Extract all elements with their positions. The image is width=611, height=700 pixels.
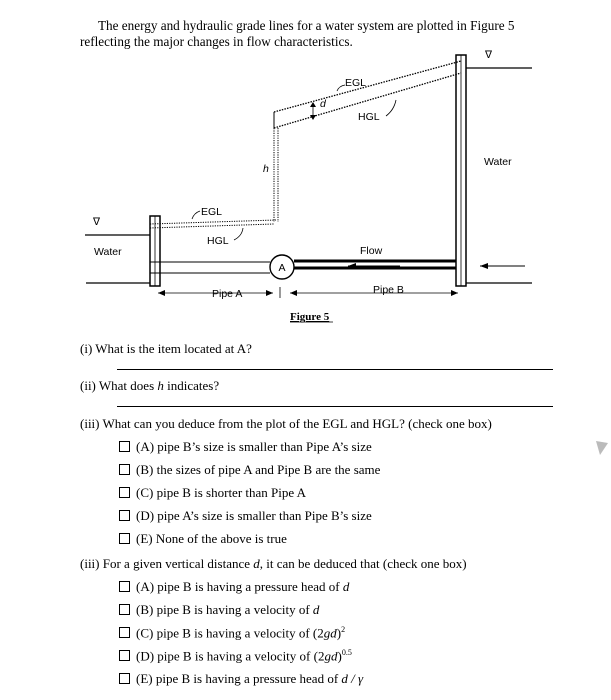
pipe-a (150, 262, 270, 273)
egl-top-label: EGL (345, 77, 367, 89)
water-left-label: Water (94, 246, 122, 258)
question-4: (iii) For a given vertical distance d, it can be deduced that (check one box) (80, 556, 467, 571)
q3-option-d[interactable]: (D) pipe A’s size is smaller than Pipe B’s size (119, 508, 372, 524)
hgl-top-label: HGL (358, 111, 380, 123)
pipe-b (294, 261, 456, 268)
question-2-var: h (157, 378, 164, 393)
q4-option-b[interactable]: (B) pipe B is having a velocity of d (119, 602, 319, 618)
q4-checkbox-d[interactable] (119, 650, 130, 661)
right-egl-line (274, 61, 461, 112)
question-3: (iii) What can you deduce from the plot of the EGL and HGL? (check one box) (80, 416, 492, 431)
hgl-left-label: HGL (207, 235, 229, 247)
q4-option-e[interactable]: (E) pipe B is having a pressure head of d / γ (119, 671, 363, 687)
pipe-a-label: Pipe A (212, 288, 243, 300)
page-edge-mark (596, 441, 608, 455)
q4-checkbox-c[interactable] (119, 627, 130, 638)
question-2-text: (ii) What does (80, 378, 158, 393)
water-symbol-right: ∇ (485, 49, 493, 61)
q4-checkbox-b[interactable] (119, 604, 130, 615)
q4-option-a[interactable]: (A) pipe B is having a pressure head of d (119, 579, 349, 595)
q3-checkbox-e[interactable] (119, 533, 130, 544)
q4-checkbox-a[interactable] (119, 581, 130, 592)
right-reservoir (456, 55, 532, 286)
egl-left-label: EGL (201, 206, 223, 218)
figure-5-diagram (0, 0, 611, 340)
water-symbol-left: ∇ (93, 216, 101, 228)
pipe-b-label: Pipe B (373, 284, 404, 296)
flow-label: Flow (360, 245, 383, 257)
answer-line-1[interactable] (117, 369, 553, 370)
q3-checkbox-d[interactable] (119, 510, 130, 521)
q4-option-c[interactable]: (C) pipe B is having a velocity of $(2gd)^2$ (119, 625, 345, 641)
item-a-label: A (278, 262, 286, 274)
grade-lines (150, 61, 461, 228)
question-1: (i) What is the item located at A? (80, 341, 252, 356)
d-label: d (320, 98, 326, 110)
q3-option-c[interactable]: (C) pipe B is shorter than Pipe A (119, 485, 306, 501)
q3-option-b[interactable]: (B) the sizes of pipe A and Pipe B are the same (119, 462, 380, 478)
right-inflow-arrow (480, 263, 525, 269)
h-label: h (263, 163, 269, 175)
q3-option-a[interactable]: (A) pipe B’s size is smaller than Pipe A’s size (119, 439, 372, 455)
q3-checkbox-b[interactable] (119, 464, 130, 475)
left-egl-line (150, 220, 276, 224)
left-hgl-line (150, 224, 274, 228)
intro-line-1: The energy and hydraulic grade lines for a water system are plotted in Figure 5 (98, 18, 515, 33)
intro-line-2: reflecting the major changes in flow characteristics. (80, 34, 353, 49)
q4-checkbox-e[interactable] (119, 673, 130, 684)
question-2-end: indicates? (163, 378, 220, 393)
q3-option-e[interactable]: (E) None of the above is true (119, 531, 287, 547)
q4-option-d[interactable]: (D) pipe B is having a velocity of $(2gd)^{0.5}$ (119, 648, 352, 664)
figure-caption: Figure 5 (290, 311, 330, 323)
water-right-label: Water (484, 156, 512, 168)
q3-checkbox-c[interactable] (119, 487, 130, 498)
answer-line-2[interactable] (117, 406, 553, 407)
question-2 (80, 378, 219, 394)
q3-checkbox-a[interactable] (119, 441, 130, 452)
